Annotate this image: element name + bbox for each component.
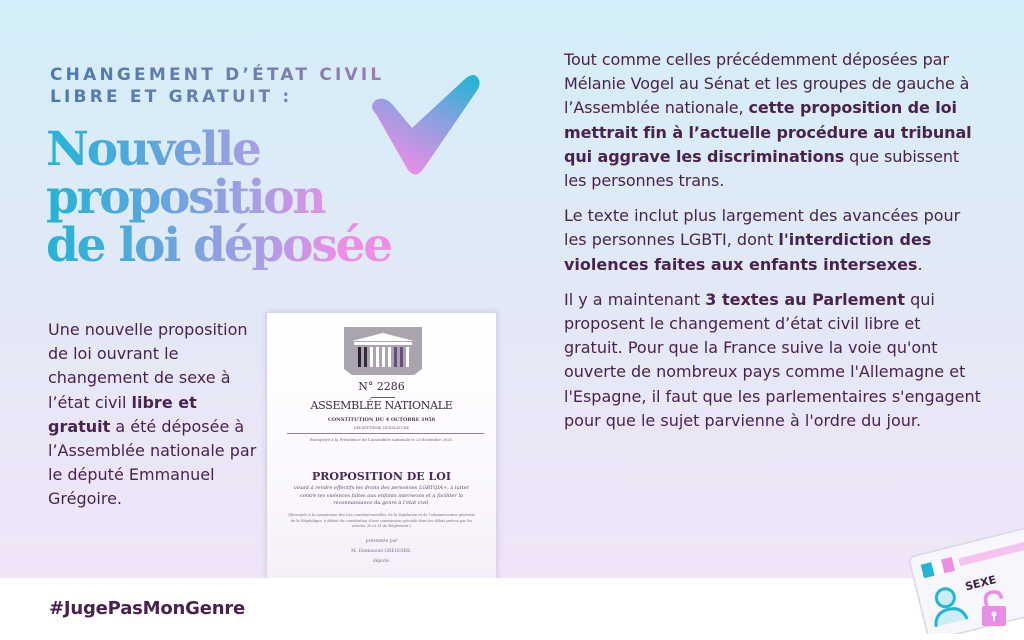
document-number: N° 2286 xyxy=(358,380,405,393)
document-legislature: DIX-SEPTIÈME LÉGISLATURE xyxy=(353,426,410,430)
document-heading: PROPOSITION DE LOI xyxy=(312,470,451,483)
law-proposal-document-image xyxy=(266,312,497,578)
assemblee-nationale-logo-icon xyxy=(344,327,422,375)
document-author-role: député. xyxy=(372,559,391,564)
kicker-line-2: LIBRE ET GRATUIT : xyxy=(50,87,293,107)
kicker-heading xyxy=(50,64,384,108)
p2-text-2: . xyxy=(917,254,923,274)
sexe-label: SEXE xyxy=(963,573,998,594)
intro-text-2: a été déposée à l’Assemblée nationale par le député Emmanuel Grégoire. xyxy=(48,416,257,509)
p1-text-1: Tout comme celles précédemment déposées par Mélanie Vogel au Sénat et les groupes de gauche à l’Assemblée nationale, xyxy=(564,50,970,118)
document-registered: Enregistré à la Présidence de l’Assemblée nationale le 23 décembre 2025. xyxy=(309,437,454,442)
page-title xyxy=(46,122,391,273)
hashtag: #JugePasMonGenre xyxy=(49,598,246,619)
p2-text-1: Le texte inclut plus largement des avancées pour les personnes LGBTI, dont xyxy=(564,206,961,250)
checkmark-icon xyxy=(362,70,484,182)
p1-text-2: que subissent les personnes trans. xyxy=(564,146,960,191)
p3-bold: 3 textes au Parlement xyxy=(705,289,905,309)
divider xyxy=(287,433,484,434)
title-line-3: de loi déposée xyxy=(46,218,391,273)
paragraph-3 xyxy=(564,288,984,433)
intro-text-1: Une nouvelle proposition de loi ouvrant le changement de sexe à l’état civil xyxy=(48,320,248,412)
document-presented-by: présentée par xyxy=(365,539,398,544)
paragraph-1 xyxy=(564,48,984,193)
intro-bold: libre et gratuit xyxy=(48,392,197,436)
p3-text-1: Il y a maintenant xyxy=(564,289,706,309)
p3-text-2: qui proposent le changement d’état civil libre et gratuit. Pour que la France suive la voie qu'ont ouverte de nombreux pays comme l'Allemagne et l'Espagne, il faut que les parlementaires s'engagent pour que le sujet parvienne à l'ordre du jour. xyxy=(564,289,981,430)
title-line-2: proposition xyxy=(46,170,325,225)
document-subject: visant à rendre effectifs les droits des personnes LGBTQIA+, à lutter contre les violences faites aux enfants intersexes et à faciliter la reconnaissance du genre à l’état civil, xyxy=(293,485,470,506)
right-column-text xyxy=(564,48,984,444)
p1-bold: cette proposition de loi mettrait fin à l’actuelle procédure au tribunal qui aggrave les discriminations xyxy=(564,98,972,166)
intro-paragraph xyxy=(48,318,263,512)
document-assembly-name: ASSEMBLÉE NATIONALE xyxy=(310,399,453,412)
document-constitution: CONSTITUTION DU 4 OCTOBRE 1958 xyxy=(327,417,436,423)
document-author: M. Emmanuel GRÉGOIRE, xyxy=(351,549,412,554)
id-card-icon xyxy=(904,512,1024,634)
paragraph-2 xyxy=(564,204,984,277)
title-line-1: Nouvelle xyxy=(46,122,260,177)
kicker-line-1: CHANGEMENT D’ÉTAT CIVIL xyxy=(50,65,385,85)
p2-bold: l'interdiction des violences faites aux enfants intersexes xyxy=(564,230,932,274)
document-referral: (Renvoyée à la commission des lois constitutionnelles, de la législation et de l’administration générale de la République, à défaut de constitution d’une commission spéciale dans les délais prévus par les articles 30 et 31 du Règlement.) xyxy=(288,513,475,528)
divider xyxy=(371,397,395,398)
